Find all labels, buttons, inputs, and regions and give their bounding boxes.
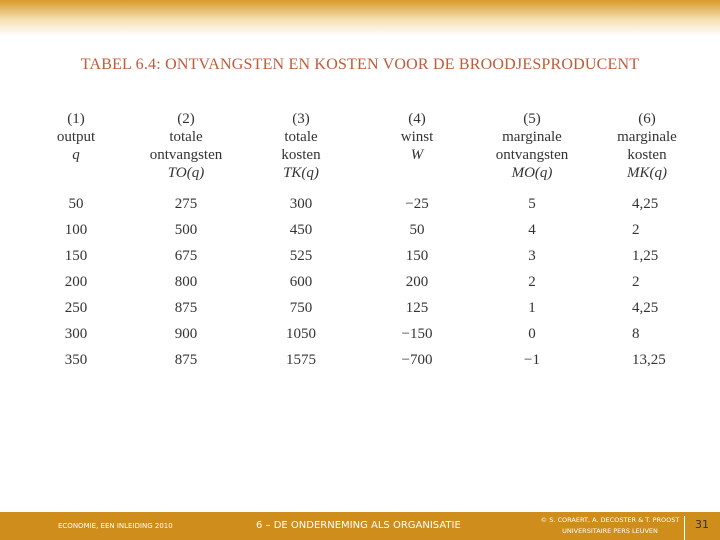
header-number: (2) [177, 111, 195, 127]
cell-marginal-revenue: 4 [528, 222, 536, 238]
header-line1: winst [400, 129, 434, 145]
cell-profit: 200 [405, 274, 429, 290]
header-line2: ontvangsten [495, 147, 569, 163]
header-line1: totale [169, 129, 203, 145]
footer-chapter-title: 6 – DE ONDERNEMING ALS ORGANISATIE [256, 520, 461, 531]
header-line1: output [56, 129, 96, 145]
cell-total-revenue: 275 [174, 196, 198, 212]
cell-marginal-cost: 4,25 [632, 300, 659, 316]
footer-copyright-line1: © S. CORAERT, A. DECOSTER & T. PROOST [540, 516, 680, 524]
header-col-6 [602, 110, 692, 182]
header-line1: marginale [617, 129, 677, 145]
cell-total-cost: 750 [289, 300, 313, 316]
cell-total-revenue: 900 [174, 326, 198, 342]
header-line3: MO(q) [511, 165, 553, 181]
header-col-3 [266, 110, 336, 182]
cell-output: 250 [64, 300, 88, 316]
cell-marginal-cost: 4,25 [632, 196, 659, 212]
header-col-4 [382, 110, 452, 164]
header-number: (6) [638, 111, 656, 127]
cell-profit: −25 [405, 196, 429, 212]
cell-total-cost: 450 [289, 222, 313, 238]
header-line3: TO(q) [167, 165, 205, 181]
cell-marginal-revenue: 0 [528, 326, 536, 342]
table-row [20, 296, 710, 320]
cell-output: 200 [64, 274, 88, 290]
cell-marginal-revenue: 3 [528, 248, 536, 264]
header-col-2 [136, 110, 236, 182]
cell-total-revenue: 875 [174, 300, 198, 316]
footer-copyright-line2: UNIVERSITAIRE PERS LEUVEN [562, 527, 658, 535]
cell-total-cost: 1050 [286, 326, 316, 342]
cell-profit: 150 [405, 248, 429, 264]
cell-marginal-revenue: −1 [524, 352, 540, 368]
cell-total-cost: 300 [289, 196, 313, 212]
table-row [20, 218, 710, 242]
cell-total-revenue: 675 [174, 248, 198, 264]
cell-marginal-revenue: 2 [528, 274, 536, 290]
header-line2: W [410, 147, 424, 163]
table-row [20, 244, 710, 268]
header-line1: totale [284, 129, 318, 145]
cell-marginal-revenue: 1 [528, 300, 536, 316]
table-row [20, 192, 710, 216]
cell-marginal-cost: 2 [632, 274, 640, 290]
cell-total-revenue: 875 [174, 352, 198, 368]
table-row [20, 322, 710, 346]
table-row [20, 348, 710, 372]
cell-profit: −150 [401, 326, 433, 342]
footer-book-title: ECONOMIE, EEN INLEIDING 2010 [58, 522, 173, 530]
cell-marginal-revenue: 5 [528, 196, 536, 212]
cell-total-cost: 1575 [286, 352, 316, 368]
top-gradient-bar [0, 0, 720, 36]
cell-marginal-cost: 13,25 [632, 352, 666, 368]
header-line2: ontvangsten [149, 147, 223, 163]
header-col-5 [482, 110, 582, 182]
cell-profit: 125 [405, 300, 429, 316]
header-line2: q [72, 147, 80, 163]
header-line2: kosten [281, 147, 321, 163]
cell-output: 300 [64, 326, 88, 342]
footer-bar [0, 512, 720, 540]
cell-output: 50 [68, 196, 84, 212]
page-title: TABEL 6.4: ONTVANGSTEN EN KOSTEN VOOR DE BROODJESPRODUCENT [80, 56, 640, 73]
cell-marginal-cost: 8 [632, 326, 640, 342]
footer-copyright [536, 515, 684, 537]
header-line2: kosten [627, 147, 667, 163]
cell-profit: −700 [401, 352, 433, 368]
cell-total-revenue: 800 [174, 274, 198, 290]
header-line3: TK(q) [283, 165, 319, 181]
header-number: (3) [292, 111, 310, 127]
header-number: (5) [523, 111, 541, 127]
cell-marginal-cost: 1,25 [632, 248, 659, 264]
header-number: (1) [67, 111, 85, 127]
cell-output: 100 [64, 222, 88, 238]
cell-output: 150 [64, 248, 88, 264]
cell-total-cost: 525 [289, 248, 313, 264]
cell-profit: 50 [409, 222, 425, 238]
header-number: (4) [408, 111, 426, 127]
cell-marginal-cost: 2 [632, 222, 640, 238]
cell-output: 350 [64, 352, 88, 368]
table-row [20, 270, 710, 294]
cell-total-cost: 600 [289, 274, 313, 290]
cell-total-revenue: 500 [174, 222, 198, 238]
header-line3: MK(q) [627, 165, 667, 181]
page-number: 31 [695, 518, 709, 531]
header-line1: marginale [502, 129, 562, 145]
footer-divider [684, 516, 685, 540]
header-col-1 [46, 110, 106, 164]
